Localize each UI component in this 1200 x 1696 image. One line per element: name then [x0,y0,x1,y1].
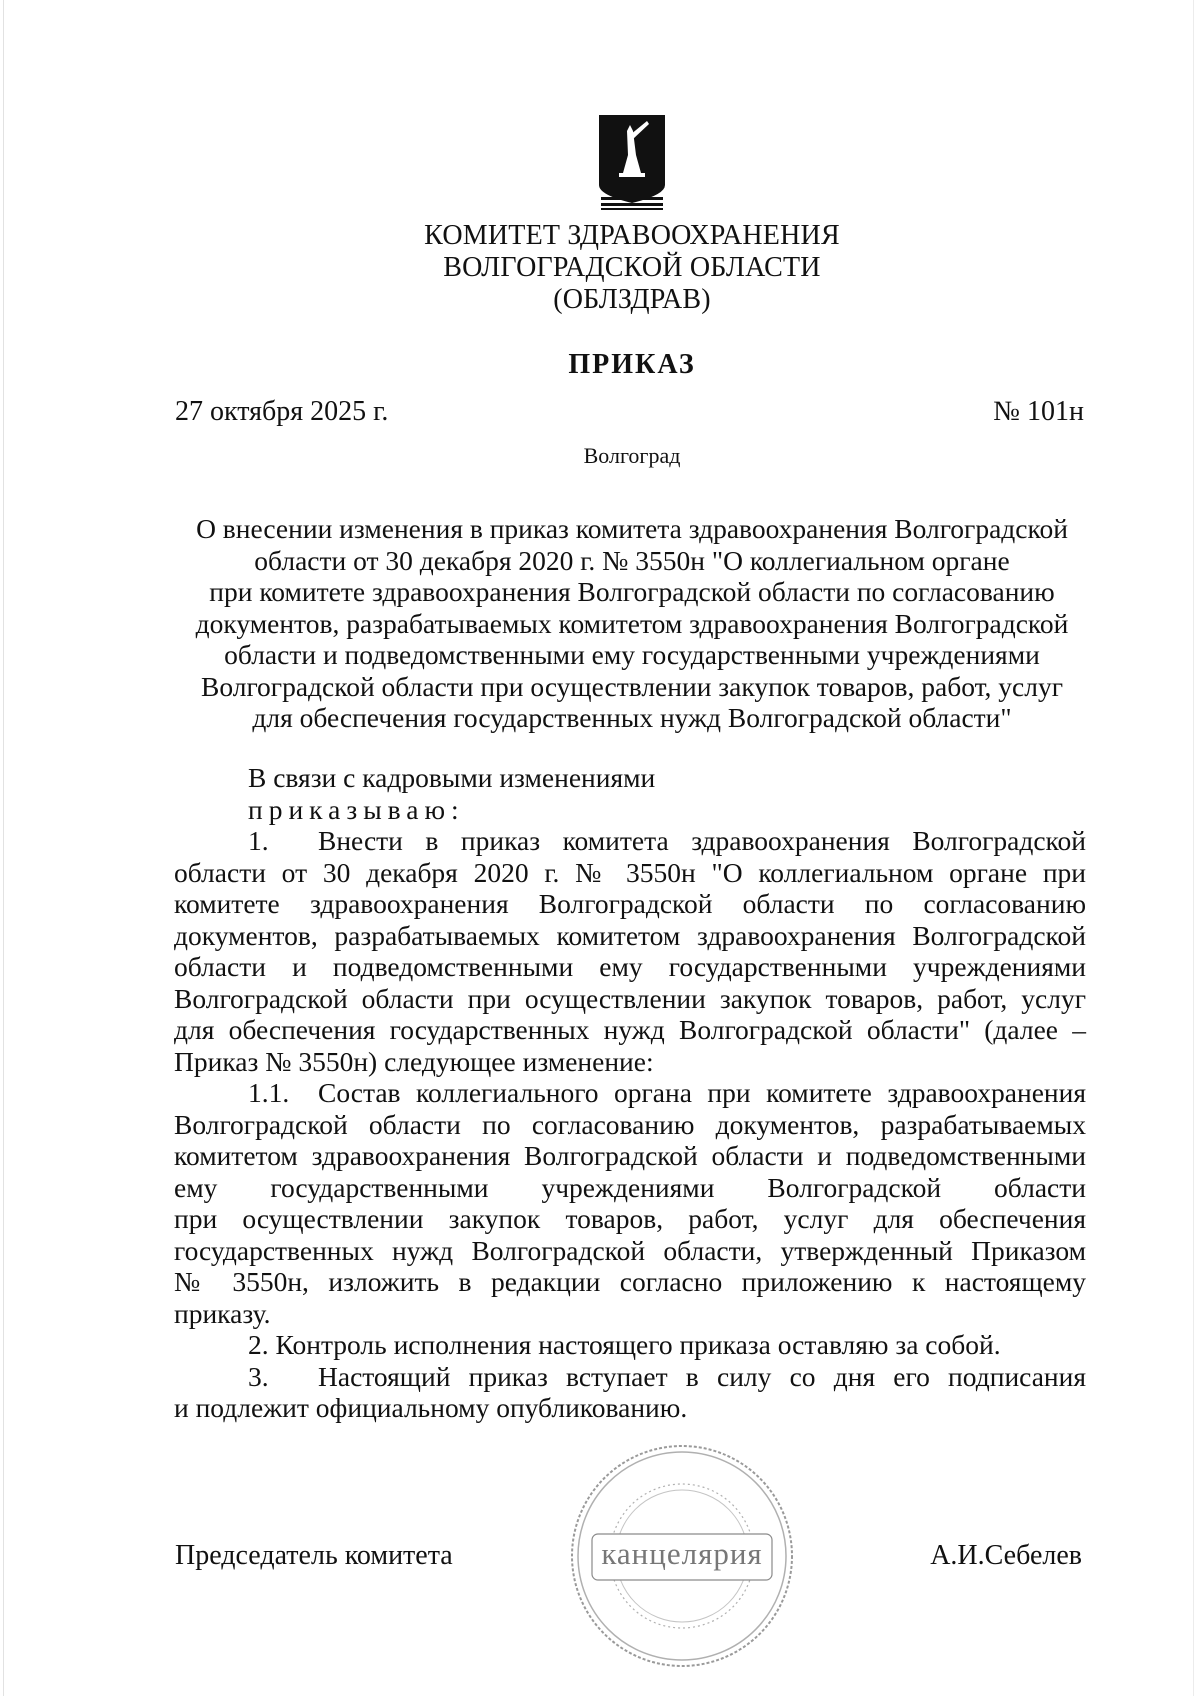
document-title: ПРИКАЗ [568,349,696,380]
intro-text: В связи с кадровыми изменениями [248,762,656,793]
paragraph-line: и подлежит официальному опубликованию. [174,1392,688,1423]
subject-line: области и подведомственными ему государственными учреждениями [224,639,1040,670]
paragraph-line: Состав коллегиального органа при комитете здравоохранения [318,1077,1086,1108]
volgograd-emblem-icon [597,115,667,211]
order-city: Волгоград [583,443,681,468]
organization-header [300,220,964,316]
paragraph-line: приказу. [174,1297,271,1329]
paragraph-line: комитетом здравоохранения Волгоградской области и подведомственными [174,1140,1086,1171]
signatory-position: Председатель комитета [175,1540,453,1571]
paragraph-line: Внести в приказ комитета здравоохранения Волгоградской [318,825,1086,856]
subject-line: Волгоградской области при осуществлении закупок товаров, работ, услуг [201,670,1063,702]
subject-line: области от 30 декабря 2020 г. № 3550н "О коллегиальном органе [254,544,1010,576]
subject-line: при комитете здравоохранения Волгоградской области по согласованию [209,576,1055,607]
paragraph-line: Волгоградской области по согласованию документов, разрабатываемых [174,1108,1086,1140]
signatory-name: А.И.Себелев [930,1540,1082,1571]
paragraph-line: при осуществлении закупок товаров, работ, услуг для обеспечения [174,1203,1086,1234]
org-name-line-2: ВОЛГОГРАДСКОЙ ОБЛАСТИ [443,252,821,283]
scan-edge-right [1193,0,1194,1696]
paragraph-line: Волгоградской области при осуществлении закупок товаров, работ, услуг [174,982,1086,1014]
paragraph-3-first-line [174,1361,1086,1393]
subject-line: документов, разрабатываемых комитетом здравоохранения Волгоградской [195,607,1069,639]
org-name-line-3: (ОБЛЗДРАВ) [553,284,711,315]
paragraph-line: № 3550н, изложить в редакции согласно приложению к настоящему [174,1266,1086,1297]
paragraph-line: Приказ № 3550н) следующее изменение: [174,1045,654,1077]
paragraph-2: 2. Контроль исполнения настоящего приказа оставляю за собой. [248,1329,1001,1360]
paragraph-line: области и подведомственными ему государственными учреждениями [174,951,1086,982]
order-subject [150,513,1114,734]
paragraph-line: для обеспечения государственных нужд Волгоградской области" (далее – [174,1014,1086,1045]
order-date: 27 октября 2025 г. [175,396,389,427]
paragraph-1-first-line [174,825,1086,857]
paragraph-1-number: 1. [248,825,269,856]
order-body [174,762,1086,1424]
scan-edge-left [3,0,4,1696]
subject-line: О внесении изменения в приказ комитета здравоохранения Волгоградской [196,513,1068,544]
stamp-text: канцелярия [601,1536,763,1571]
subject-line: для обеспечения государственных нужд Волгоградской области" [252,702,1012,733]
paragraph-1-1-number: 1.1. [248,1077,290,1108]
paragraph-line: комитете здравоохранения Волгоградской области по согласованию [174,888,1086,919]
org-name-line-1: КОМИТЕТ ЗДРАВООХРАНЕНИЯ [424,220,840,251]
paragraph-line: документов, разрабатываемых комитетом здравоохранения Волгоградской [174,919,1086,951]
paragraph-1-1-first-line [174,1077,1086,1109]
paragraph-line: Настоящий приказ вступает в силу со дня его подписания [318,1360,1086,1392]
paragraph-line: государственных нужд Волгоградской области, утвержденный Приказом [174,1234,1086,1266]
paragraph-line: ему государственными учреждениями Волгоградской области [174,1171,1086,1203]
paragraph-3-number: 3. [248,1360,269,1392]
paragraph-line: области от 30 декабря 2020 г. № 3550н "О коллегиальном органе при [174,856,1086,888]
order-number: № 101н [993,396,1084,427]
order-word: приказываю: [248,793,465,825]
